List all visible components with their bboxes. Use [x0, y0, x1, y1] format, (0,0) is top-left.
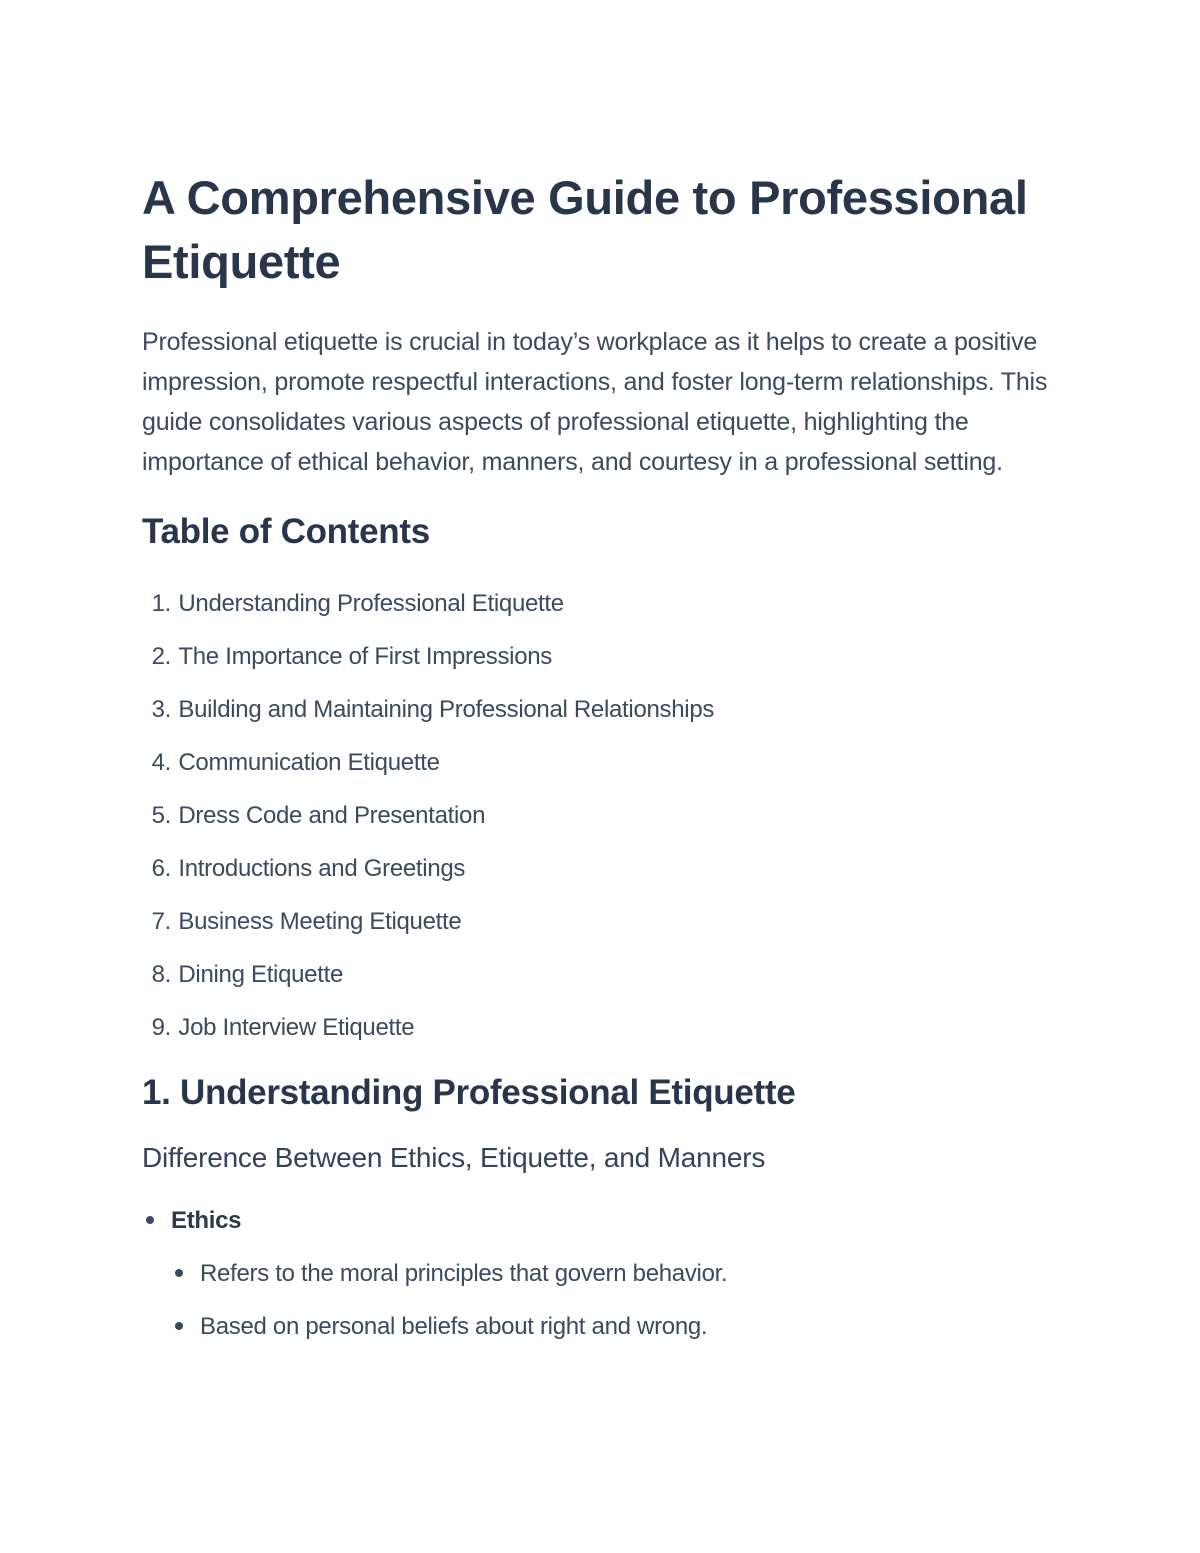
list-item-text: Refers to the moral principles that govern behavior. [200, 1260, 728, 1287]
toc-item-number: 3. [151, 696, 171, 723]
list-item-text: Based on personal beliefs about right and wrong. [200, 1313, 708, 1340]
toc-item-label: Communication Etiquette [178, 749, 440, 776]
toc-item [142, 736, 1072, 789]
toc-item-number: 5. [151, 802, 171, 829]
sub-bullet-list [171, 1247, 1072, 1353]
toc-item-number: 9. [151, 1014, 171, 1041]
document-page [142, 166, 1072, 1353]
toc-item-number: 4. [151, 749, 171, 776]
term-label: Ethics [171, 1207, 242, 1234]
section-subtitle: Difference Between Ethics, Etiquette, and Manners [142, 1142, 766, 1173]
toc-item-label: Dining Etiquette [178, 961, 344, 988]
toc-item-number: 2. [151, 643, 171, 670]
toc-item [142, 789, 1072, 842]
toc-item-label: Business Meeting Etiquette [178, 908, 462, 935]
toc-item-number: 8. [151, 961, 171, 988]
list-item [171, 1247, 1072, 1300]
toc-item-number: 7. [151, 908, 171, 935]
document-title: A Comprehensive Guide to Professional Etiquette [142, 171, 1028, 288]
toc-item [142, 895, 1072, 948]
toc-item [142, 1001, 1072, 1054]
bullet-icon [175, 1322, 183, 1330]
section-title: 1. Understanding Professional Etiquette [142, 1073, 796, 1112]
toc-item [142, 842, 1072, 895]
toc-item-label: Understanding Professional Etiquette [178, 590, 564, 617]
bullet-list [142, 1194, 1072, 1353]
list-item [142, 1194, 1072, 1353]
bullet-icon [175, 1269, 183, 1277]
toc-item [142, 683, 1072, 736]
toc-item-label: Introductions and Greetings [178, 855, 466, 882]
list-item [171, 1300, 1072, 1353]
toc-item-number: 1. [151, 590, 171, 617]
toc-heading: Table of Contents [142, 512, 430, 551]
toc-item-label: Job Interview Etiquette [178, 1014, 415, 1041]
toc-item-number: 6. [151, 855, 171, 882]
toc-item [142, 948, 1072, 1001]
toc-item [142, 630, 1072, 683]
toc-item-label: The Importance of First Impressions [178, 643, 553, 670]
toc-item-label: Dress Code and Presentation [178, 802, 486, 829]
bullet-icon [146, 1216, 154, 1224]
intro-paragraph: Professional etiquette is crucial in today’s workplace as it helps to create a positive impression, promote respectful interactions, and foster long-term relationships. This guide consolidates various aspects of professional etiquette, highlighting the importance of ethical behavior, manners, and courtesy in a professional setting. [142, 328, 1048, 476]
toc-item-label: Building and Maintaining Professional Relationships [178, 696, 715, 723]
toc-item [142, 577, 1072, 630]
table-of-contents [142, 577, 1072, 1054]
